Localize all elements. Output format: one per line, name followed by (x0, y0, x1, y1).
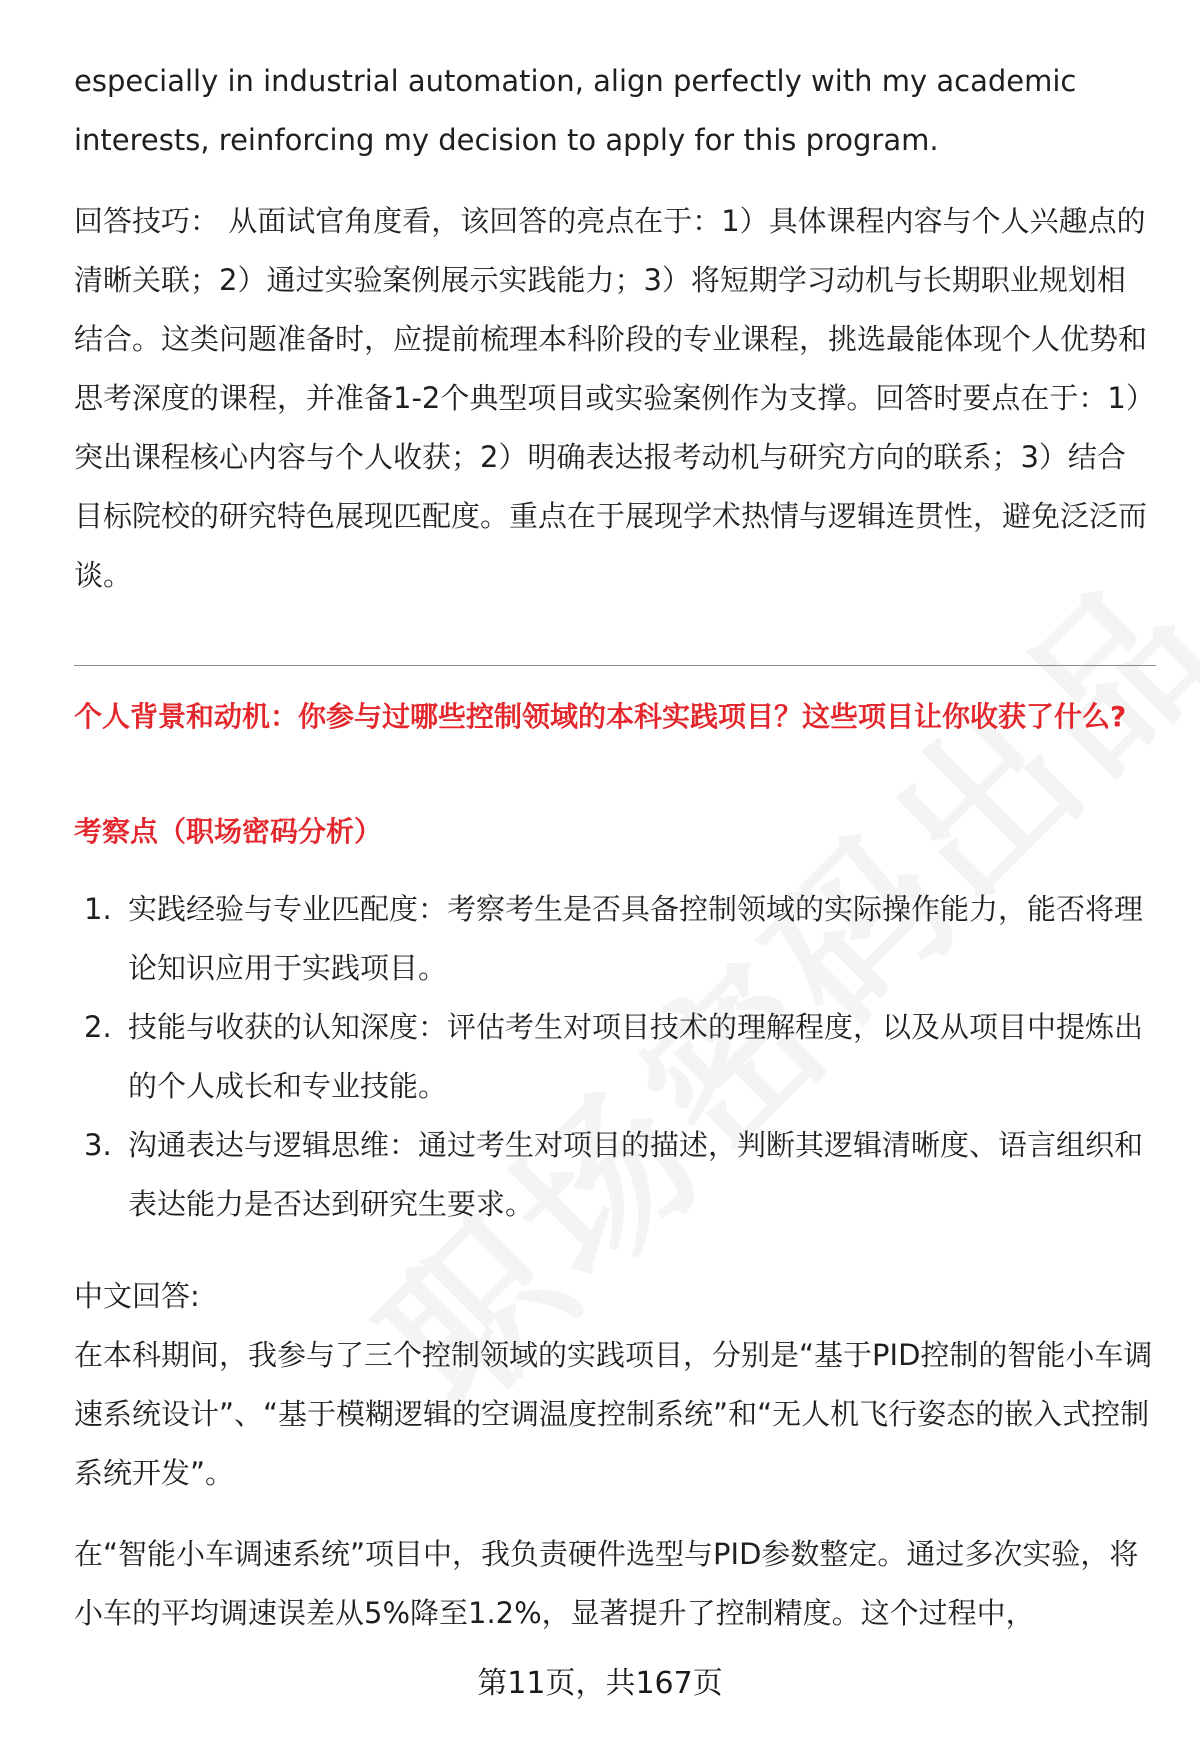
list-item-number: 1. (84, 892, 112, 926)
top-text-block (74, 52, 1154, 605)
list-item-text: 实践经验与专业匹配度：考察考生是否具备控制领域的实际操作能力，能否将理论知识应用于实践项目。 (128, 892, 1144, 985)
answer-tips-paragraph: 回答技巧： 从面试官角度看，该回答的亮点在于：1）具体课程内容与个人兴趣点的清晰关联；2）通过实验案例展示实践能力；3）将短期学习动机与长期职业规划相结合。这类问题准备时，应提前梳理本科阶段的专业课程，挑选最能体现个人优势和思考深度的课程，并准备1-2个典型项目或实验案例作为支撑。回答时要点在于：1）突出课程核心内容与个人收获；2）明确表达报考动机与研究方向的联系；3）结合目标院校的研究特色展现匹配度。重点在于展现学术热情与逻辑连贯性，避免泛泛而谈。 (74, 204, 1148, 592)
list-item-number: 2. (84, 1010, 112, 1044)
list-item (74, 880, 1156, 998)
list-item-text: 沟通表达与逻辑思维：通过考生对项目的描述，判断其逻辑清晰度、语言组织和表达能力是否达到研究生要求。 (128, 1128, 1144, 1221)
intro-line-2: interests, reinforcing my decision to apply for this program. (74, 123, 939, 157)
answer-paragraph-1: 在本科期间，我参与了三个控制领域的实践项目，分别是“基于PID控制的智能小车调速系统设计”、“基于模糊逻辑的空调温度控制系统”和“无人机飞行姿态的嵌入式控制系统开发”。 (74, 1338, 1153, 1490)
answer-paragraph-2: 在“智能小车调速系统”项目中，我负责硬件选型与PID参数整定。通过多次实验，将小车的平均调速误差从5%降至1.2%，显著提升了控制精度。这个过程中， (74, 1537, 1139, 1630)
list-item (74, 1116, 1156, 1234)
section-divider (74, 665, 1156, 666)
chinese-answer-block (74, 1267, 1154, 1643)
evaluation-points-list (74, 880, 1156, 1234)
answer-label: 中文回答: (74, 1279, 200, 1313)
question-subtitle: 考察点（职场密码分析） (74, 815, 383, 848)
intro-line-1: especially in industrial automation, align perfectly with my academic (74, 64, 1077, 98)
list-item (74, 998, 1156, 1116)
page-number-footer: 第11页，共167页 (477, 1666, 723, 1701)
question-title: 个人背景和动机：你参与过哪些控制领域的本科实践项目？这些项目让你收获了什么? (74, 700, 1127, 733)
list-item-number: 3. (84, 1128, 112, 1162)
list-item-text: 技能与收获的认知深度：评估考生对项目技术的理解程度，以及从项目中提炼出的个人成长和专业技能。 (128, 1010, 1144, 1103)
